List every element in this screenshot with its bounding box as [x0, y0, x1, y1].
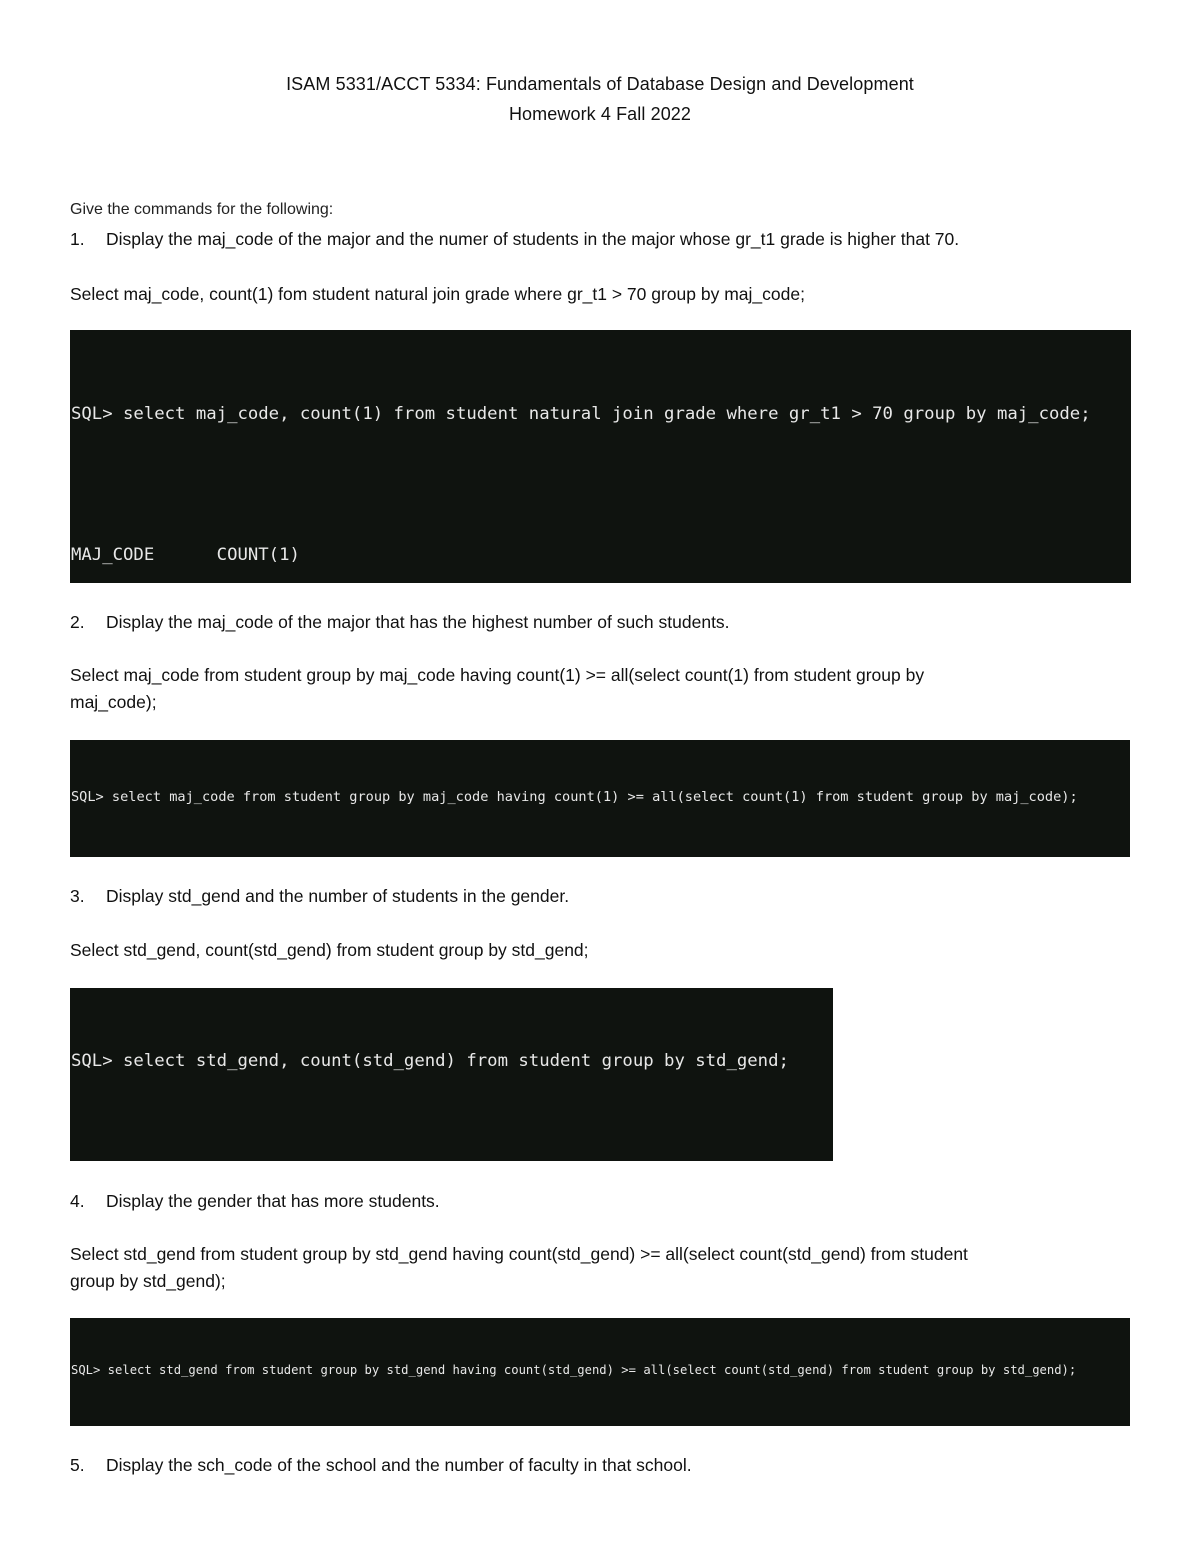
document-title: ISAM 5331/ACCT 5334: Fundamentals of Database Design and Development	[286, 74, 914, 94]
terminal-command: SQL> select std_gend, count(std_gend) from student group by std_gend;	[71, 1051, 789, 1071]
terminal-output-1	[70, 330, 1131, 583]
terminal-output-2	[70, 740, 1130, 857]
terminal-command: SQL> select maj_code, count(1) from student natural join grade where gr_t1 > 70 group by maj_code;	[71, 404, 1091, 424]
question-text: Display the sch_code of the school and the number of faculty in that school.	[106, 1455, 692, 1475]
question-text: Display the maj_code of the major that has the highest number of such students.	[106, 612, 730, 632]
question-2	[70, 612, 730, 633]
question-number: 3.	[70, 886, 85, 906]
answer-line: Select std_gend from student group by std_gend having count(std_gend) >= all(select count(std_gend) from student	[70, 1244, 968, 1264]
question-4	[70, 1191, 440, 1212]
answer-1: Select maj_code, count(1) fom student natural join grade where gr_t1 > 70 group by maj_code;	[70, 284, 805, 304]
terminal-output-3	[70, 988, 833, 1161]
question-3	[70, 886, 569, 907]
answer-line: Select maj_code from student group by maj_code having count(1) >= all(select count(1) from student group by	[70, 665, 925, 685]
terminal-command: SQL> select maj_code from student group by maj_code having count(1) >= all(select count(1) from student group by maj_code);	[71, 789, 1078, 805]
question-1	[70, 229, 959, 250]
document-subtitle: Homework 4 Fall 2022	[508, 104, 692, 124]
terminal-output-4	[70, 1318, 1130, 1426]
terminal-column-header: MAJ_CODE COUNT(1)	[71, 545, 300, 565]
answer-line: maj_code);	[70, 692, 157, 712]
question-number: 1.	[70, 229, 85, 249]
question-text: Display the gender that has more students.	[106, 1191, 440, 1211]
question-5	[70, 1455, 692, 1476]
terminal-command: SQL> select std_gend from student group by std_gend having count(std_gend) >= all(select count(std_gend) from student group by std_gend);	[71, 1363, 1077, 1377]
question-number: 5.	[70, 1455, 85, 1475]
question-text: Display the maj_code of the major and the numer of students in the major whose gr_t1 grade is higher that 70.	[106, 229, 960, 249]
answer-2	[70, 662, 1070, 716]
answer-line: group by std_gend);	[70, 1271, 226, 1291]
answer-3: Select std_gend, count(std_gend) from student group by std_gend;	[70, 940, 589, 960]
instructions-text: Give the commands for the following:	[70, 201, 334, 218]
question-number: 2.	[70, 612, 85, 632]
answer-4	[70, 1241, 1070, 1295]
question-number: 4.	[70, 1191, 85, 1211]
question-text: Display std_gend and the number of students in the gender.	[106, 886, 570, 906]
